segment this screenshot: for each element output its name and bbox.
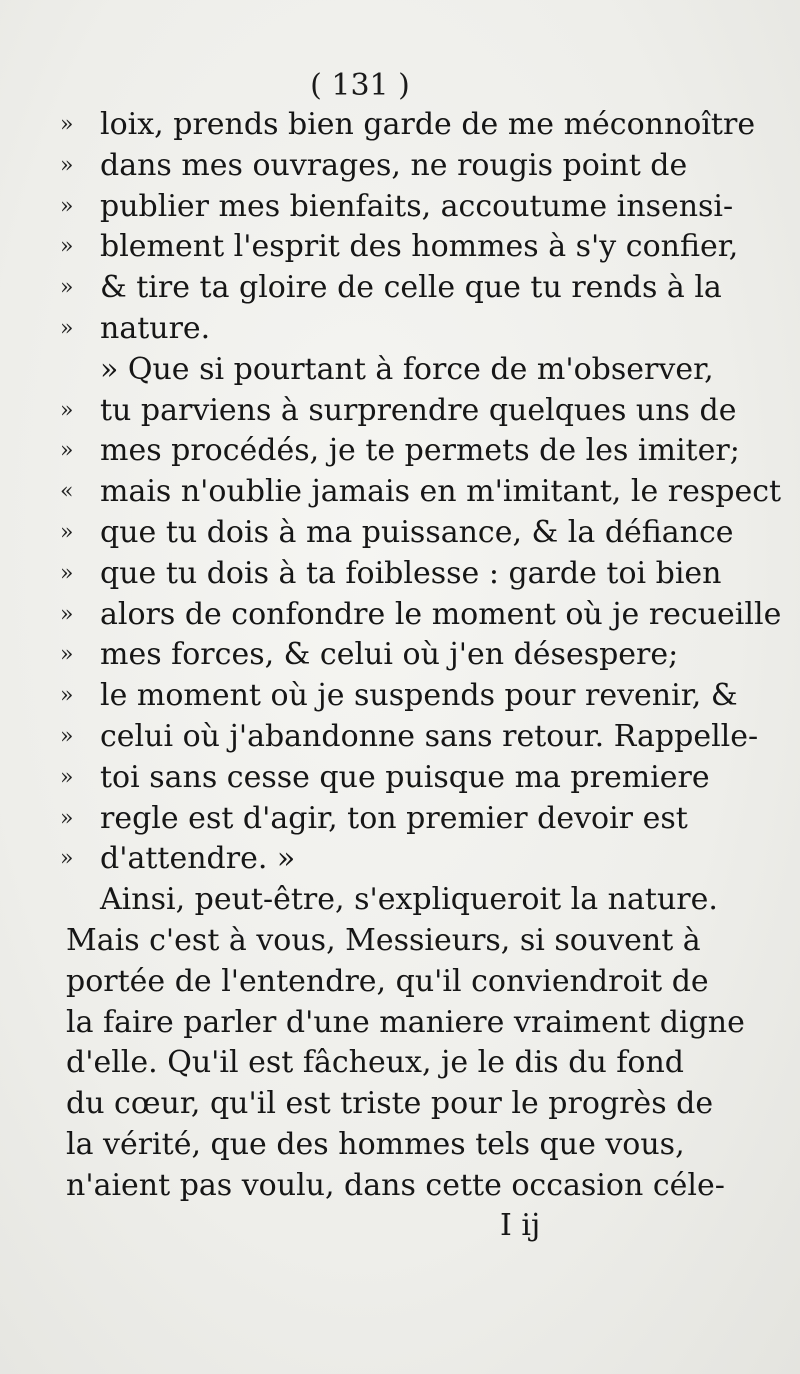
text-line [0, 717, 800, 757]
quote-mark: » [60, 561, 74, 586]
text-line [0, 227, 800, 267]
line-text: Mais c'est à vous, Messieurs, si souvent à [66, 923, 701, 958]
text-line [0, 187, 800, 227]
quote-mark: » [60, 438, 74, 463]
line-text: que tu dois à ma puissance, & la défiance [100, 515, 734, 550]
text-line [0, 350, 800, 390]
line-text: le moment où je suspends pour revenir, & [100, 678, 738, 713]
quote-mark: » [60, 153, 74, 178]
quote-mark: » [60, 724, 74, 749]
text-line [0, 758, 800, 798]
text-line [0, 1166, 800, 1206]
line-text: d'attendre. » [100, 841, 296, 876]
line-text: toi sans cesse que puisque ma premiere [100, 760, 710, 795]
line-text: nature. [100, 311, 211, 346]
quote-mark: » [60, 806, 74, 831]
quote-mark: » [60, 683, 74, 708]
line-text: du cœur, qu'il est triste pour le progrès de [66, 1086, 714, 1121]
line-text: loix, prends bien garde de me méconnoître [100, 107, 756, 142]
text-line [0, 595, 800, 635]
quote-mark: » [60, 112, 74, 137]
text-line [0, 1125, 800, 1165]
text-line [0, 146, 800, 186]
quote-mark: » [60, 316, 74, 341]
signature-mark: I ij [500, 1208, 541, 1243]
quote-mark: » [60, 194, 74, 219]
line-text: publier mes bienfaits, accoutume insensi- [100, 189, 734, 224]
line-text: la faire parler d'une maniere vraiment digne [66, 1005, 745, 1040]
quote-mark: » [60, 398, 74, 423]
page-number: ( 131 ) [310, 68, 410, 103]
quote-mark: » [60, 642, 74, 667]
quote-mark: » [60, 765, 74, 790]
text-line [0, 309, 800, 349]
line-text: celui où j'abandonne sans retour. Rappelle- [100, 719, 759, 754]
text-line [0, 962, 800, 1002]
text-line [0, 676, 800, 716]
quote-mark: » [60, 846, 74, 871]
text-line [0, 391, 800, 431]
line-text: d'elle. Qu'il est fâcheux, je le dis du fond [66, 1045, 684, 1080]
text-line [0, 799, 800, 839]
text-line [0, 472, 800, 512]
line-text: la vérité, que des hommes tels que vous, [66, 1127, 685, 1162]
line-text: alors de confondre le moment où je recueille [100, 597, 782, 632]
quote-mark: » [60, 234, 74, 259]
text-line [0, 839, 800, 879]
text-line [0, 1084, 800, 1124]
text-line [0, 921, 800, 961]
quote-mark: » [60, 275, 74, 300]
quote-mark: » [60, 520, 74, 545]
text-line [0, 513, 800, 553]
quote-mark: « [60, 479, 74, 504]
text-line [0, 1043, 800, 1083]
line-text: mes procédés, je te permets de les imiter; [100, 433, 740, 468]
quote-mark: » [60, 602, 74, 627]
text-line [0, 105, 800, 145]
text-line [0, 1003, 800, 1043]
text-line [0, 268, 800, 308]
line-text: regle est d'agir, ton premier devoir est [100, 801, 688, 836]
line-text: mais n'oublie jamais en m'imitant, le respect [100, 474, 782, 509]
line-text: dans mes ouvrages, ne rougis point de [100, 148, 688, 183]
line-text: & tire ta gloire de celle que tu rends à la [100, 270, 722, 305]
text-line [0, 635, 800, 675]
line-text: Ainsi, peut-être, s'expliqueroit la nature. [100, 882, 718, 917]
line-text: mes forces, & celui où j'en désespere; [100, 637, 679, 672]
line-text: que tu dois à ta foiblesse : garde toi bien [100, 556, 722, 591]
line-text: blement l'esprit des hommes à s'y confier, [100, 229, 739, 264]
line-text: tu parviens à surprendre quelques uns de [100, 393, 737, 428]
line-text: portée de l'entendre, qu'il conviendroit de [66, 964, 709, 999]
text-line [0, 554, 800, 594]
text-line [0, 880, 800, 920]
line-text: » Que si pourtant à force de m'observer, [100, 352, 714, 387]
text-line [0, 431, 800, 471]
line-text: n'aient pas voulu, dans cette occasion céle- [66, 1168, 725, 1203]
